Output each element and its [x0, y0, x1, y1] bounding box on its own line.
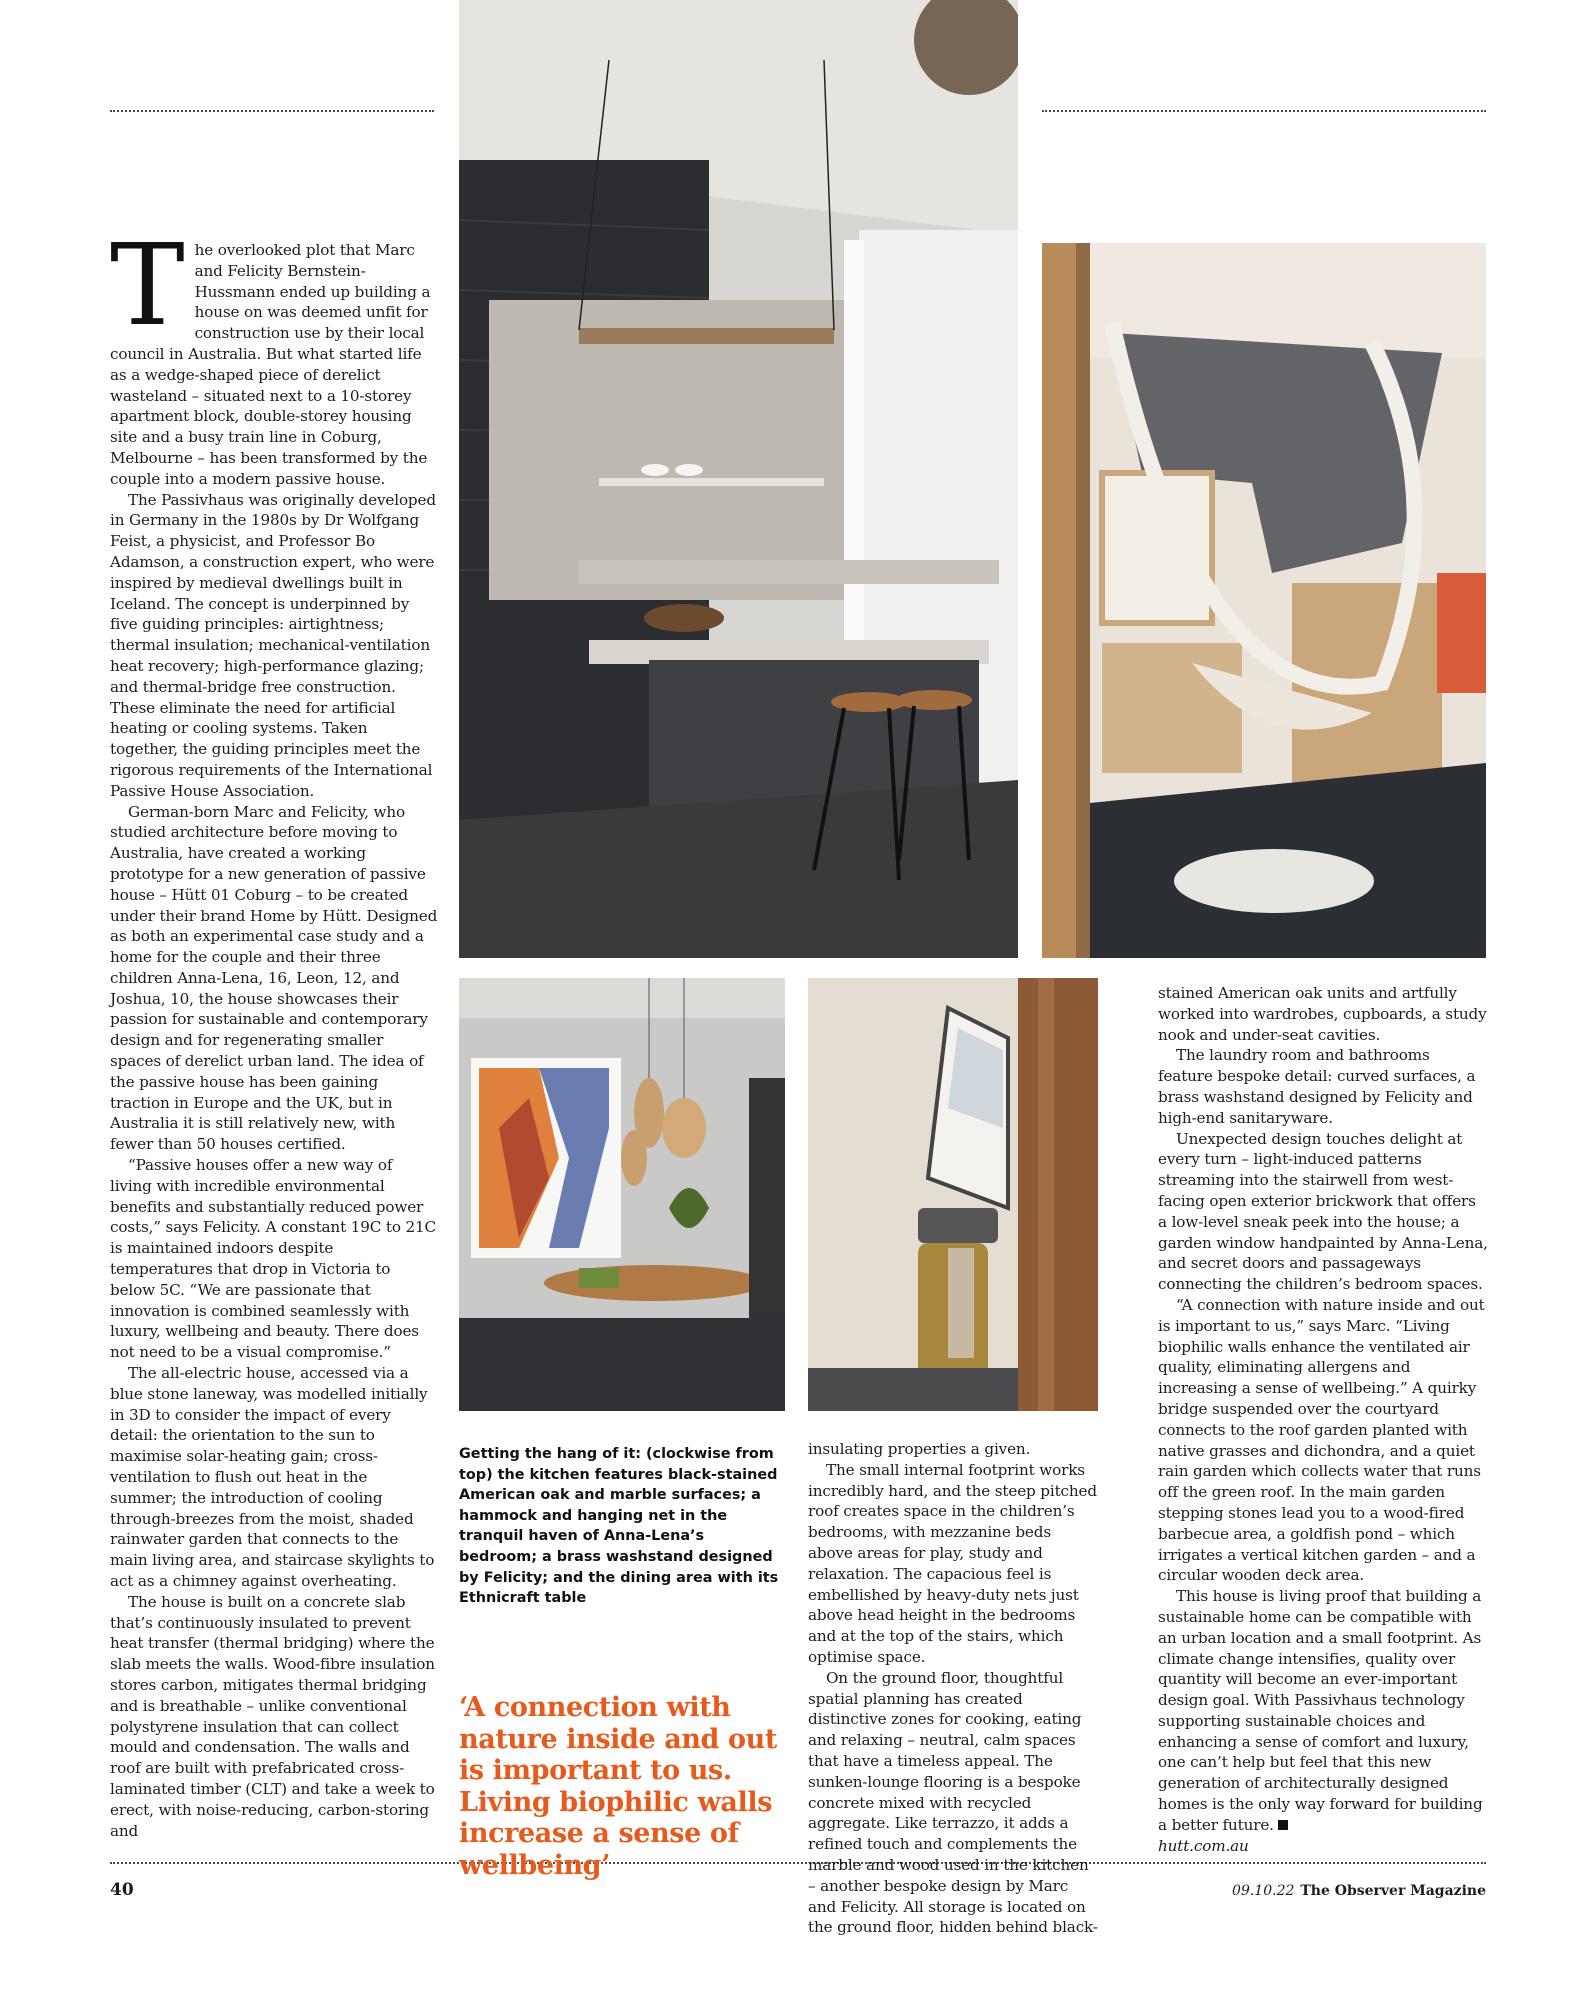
article-paragraph: “A connection with nature inside and out is important to us,” says Marc. “Living biophilic walls enhance the ventilated air quality, eliminating allergens and increasing a sense of wellbeing.” A quirky bridge suspended over the courtyard connects to the roof garden planted with native grasses and dichondra, and a quiet rain garden which collects water that runs off the green roof. In the main garden stepping stones lead you to a wood-fired barbecue area, a goldfish pond – which irrigates a vertical kitchen garden – and a circular wooden deck area. [1158, 1295, 1485, 1585]
article-paragraph: “Passive houses offer a new way of living with incredible environmental benefits and substantially reduced power costs,” says Felicity. A constant 19C to 21C is maintained indoors despite temperatures that drop in Victoria to below 5C. “We are passionate that innovation is combined seamlessly with luxury, wellbeing and beauty. There does not need to be a visual compromise.” [110, 1156, 436, 1362]
website-link[interactable]: hutt.com.au [1158, 1836, 1249, 1855]
photo-caption: Getting the hang of it: (clockwise from top) the kitchen features black-stained American oak and marble surfaces; a hammock and hanging net in the tranquil haven of Anna-Lena’s bedroom; a brass washstand designed by Felicity; and the dining area with its Ethnicraft table [459, 1446, 779, 1607]
magazine-name: The Observer Magazine [1300, 1883, 1486, 1899]
drop-cap: T [110, 221, 185, 351]
washstand-photo [808, 978, 1098, 1411]
article-column-4 [1158, 983, 1488, 1856]
article-paragraph: The Passivhaus was originally developed in Germany in the 1980s by Dr Wolfgang Feist, a physicist, and Professor Bo Adamson, a construction expert, who were inspired by medieval dwellings built in Iceland. The concept is underpinned by five guiding principles: airtightness; thermal insulation; mechanical-ventilation heat recovery; high-performance glazing; and thermal-bridge free construction. These eliminate the need for artificial heating or cooling systems. Taken together, the guiding principles meet the rigorous requirements of the International Passive House Association. [110, 490, 436, 800]
end-mark-icon [1278, 1820, 1288, 1830]
article-paragraph: Unexpected design touches delight at every turn – light-induced patterns streaming into the stairwell from west-facing open exterior brickwork that offers a low-level sneak peek into the house; a garden window handpainted by Anna-Lena, and secret doors and passageways connecting the children’s bedroom spaces. [1158, 1129, 1488, 1294]
pull-quote: ‘A connection with nature inside and out is important to us. Living biophilic walls increase a sense of wellbeing’ [459, 1692, 777, 1881]
article-column-3 [808, 1439, 1098, 1938]
issue-date: 09.10.22 [1232, 1883, 1295, 1899]
article-paragraph: The small internal footprint works incredibly hard, and the steep pitched roof creates space in the children’s bedrooms, with mezzanine beds above areas for play, study and relaxation. The capacious feel is embellished by heavy-duty nets just above head height in the bedrooms and at the top of the stairs, which optimise space. [808, 1460, 1097, 1666]
article-paragraph: The overlooked plot that Marc and Felicity Bernstein-Hussmann ended up building a house on was deemed unfit for construction use by their local council in Australia. But what started life as a wedge-shaped piece of derelict wasteland – situated next to a 10-storey apartment block, double-storey housing site and a busy train line in Coburg, Melbourne – has been transformed by the couple into a modern passive house. [110, 221, 431, 488]
bottom-rule [110, 1862, 1486, 1864]
top-rule-left [110, 110, 434, 112]
article-paragraph: The house is built on a concrete slab that’s continuously insulated to prevent heat transfer (thermal bridging) where the slab meets the walls. Wood-fibre insulation stores carbon, mitigates thermal bridging and is breathable – unlike conventional polystyrene insulation that can collect mould and condensation. The walls and roof are built with prefabricated cross-laminated timber (CLT) and take a week to erect, with noise-reducing, carbon-storing and [110, 1592, 435, 1840]
article-paragraph: German-born Marc and Felicity, who studied architecture before moving to Australia, have created a working prototype for a new generation of passive house – Hütt 01 Coburg – to be created under their brand Home by Hütt. Designed as both an experimental case study and a home for the couple and their three children Anna-Lena, 16, Leon, 12, and Joshua, 10, the house showcases their passion for sustainable and contemporary design and for regenerating smaller spaces of derelict urban land. The idea of the passive house has been gaining traction in Europe and the UK, but in Australia it is still relatively new, with fewer than 50 houses certified. [110, 802, 438, 1154]
article-column-1 [110, 221, 438, 1841]
top-rule-right [1042, 110, 1486, 112]
article-paragraph: This house is living proof that building a sustainable home can be compatible with an urban location and a small footprint. As climate change intensifies, quality over quantity will become an ever-important design goal. With Passivhaus technology supporting sustainable choices and enhancing a sense of comfort and luxury, one can’t help but feel that this new generation of architecturally designed homes is the only way forward for building a better future. [1158, 1587, 1483, 1834]
dining-photo [459, 978, 785, 1411]
article-paragraph: On the ground floor, thoughtful spatial planning has created distinctive zones for cooking, eating and relaxing – neutral, calm spaces that have a timeless appeal. The sunken-lounge flooring is a bespoke concrete mixed with recycled aggregate. Like terrazzo, it adds a refined touch and complements the marble and wood used in the kitchen – another bespoke design by Marc and Felicity. All storage is located on the ground floor, hidden behind black- [808, 1668, 1098, 1937]
article-paragraph: stained American oak units and artfully worked into wardrobes, cupboards, a study nook and under-seat cavities. [1158, 984, 1487, 1044]
footer-masthead [1060, 1883, 1486, 1899]
hammock-photo [1042, 243, 1486, 958]
article-paragraph: The all-electric house, accessed via a blue stone laneway, was modelled initially in 3D to consider the impact of every detail: the orientation to the sun to maximise solar-heating gain; cross-ventilation to flush out heat in the summer; the introduction of cooling through-breezes from the moist, shaded rainwater garden that connects to the main living area, and staircase skylights to act as a chimney against overheating. [110, 1364, 435, 1590]
kitchen-photo [459, 0, 1018, 958]
article-paragraph: insulating properties a given. [808, 1440, 1031, 1458]
article-paragraph: The laundry room and bathrooms feature bespoke detail: curved surfaces, a brass washstand designed by Felicity and high-end sanitaryware. [1158, 1046, 1476, 1127]
page-number: 40 [110, 1880, 134, 1900]
